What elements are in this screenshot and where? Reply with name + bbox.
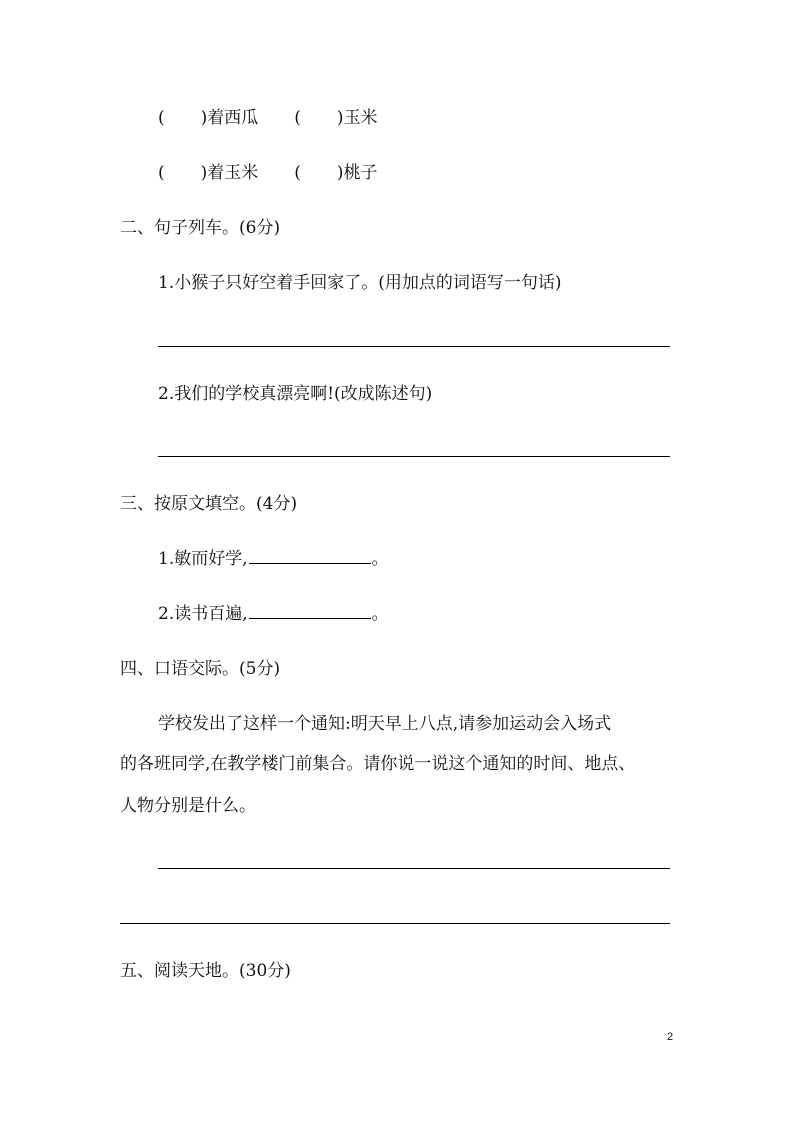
answer-line[interactable] bbox=[120, 923, 670, 924]
fill-pair-left-text: 着西瓜 bbox=[207, 108, 259, 128]
section-4-paragraph-line-1: 学校发出了这样一个通知:明天早上八点,请参加运动会入场式 bbox=[158, 714, 612, 734]
section-3-question-2 bbox=[158, 602, 389, 626]
question-suffix: 。 bbox=[371, 604, 389, 624]
question-prefix: 1.敏而好学, bbox=[158, 549, 248, 569]
answer-line[interactable] bbox=[158, 346, 670, 347]
answer-line[interactable] bbox=[158, 456, 670, 457]
section-2-question-2: 2.我们的学校真漂亮啊!(改成陈述句) bbox=[158, 384, 433, 404]
open-paren: ( bbox=[158, 108, 165, 128]
close-paren: ) bbox=[336, 163, 344, 183]
section-3-heading: 三、按原文填空。(4分) bbox=[120, 494, 298, 514]
section-2-heading: 二、句子列车。(6分) bbox=[120, 218, 281, 238]
section-2-question-1: 1.小猴子只好空着手回家了。(用加点的词语写一句话) bbox=[158, 273, 562, 293]
close-paren: ) bbox=[200, 163, 208, 183]
fill-pair-right-text: 桃子 bbox=[343, 163, 378, 183]
fill-blank[interactable] bbox=[249, 547, 371, 564]
open-paren: ( bbox=[294, 163, 301, 183]
page-number: 2 bbox=[667, 1031, 674, 1043]
fill-pair-row-1 bbox=[158, 106, 378, 130]
question-prefix: 2.读书百遍, bbox=[158, 604, 248, 624]
fill-blank[interactable] bbox=[249, 602, 371, 619]
section-4-paragraph-line-2: 的各班同学,在教学楼门前集合。请你说一说这个通知的时间、地点、 bbox=[120, 754, 636, 774]
fill-pair-row-2 bbox=[158, 161, 378, 185]
question-suffix: 。 bbox=[371, 549, 389, 569]
section-4-heading: 四、口语交际。(5分) bbox=[120, 659, 281, 679]
section-4-paragraph-line-3: 人物分别是什么。 bbox=[120, 796, 256, 816]
section-5-heading: 五、阅读天地。(30分) bbox=[120, 961, 291, 981]
fill-pair-left-text: 着玉米 bbox=[207, 163, 259, 183]
close-paren: ) bbox=[336, 108, 344, 128]
fill-pair-right-text: 玉米 bbox=[343, 108, 378, 128]
close-paren: ) bbox=[200, 108, 208, 128]
open-paren: ( bbox=[294, 108, 301, 128]
open-paren: ( bbox=[158, 163, 165, 183]
answer-line[interactable] bbox=[158, 868, 670, 869]
section-3-question-1 bbox=[158, 547, 389, 571]
